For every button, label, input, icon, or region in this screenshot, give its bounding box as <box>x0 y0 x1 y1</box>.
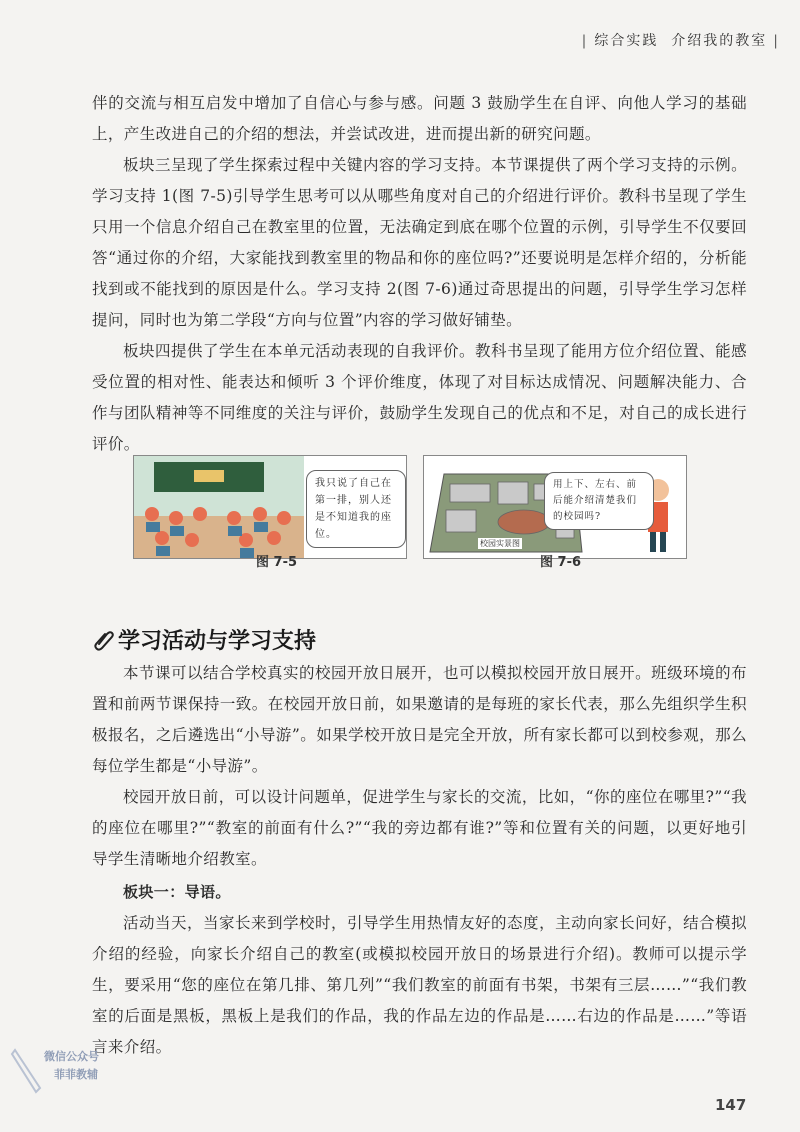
watermark <box>10 1040 150 1130</box>
figure-7-6-campus <box>423 455 687 559</box>
figure-7-5-classroom <box>133 455 407 559</box>
paragraph: 校园开放日前，可以设计问题单，促进学生与家长的交流，比如，“你的座位在哪里?”“我的座位在哪里?”“教室的前面有什么?”“我的旁边都有谁?”等和位置有关的问题，以更好地引导学生清晰地介绍教室。 <box>92 788 747 868</box>
page-number: 147 <box>715 1096 747 1114</box>
paragraph: 板块三呈现了学生探索过程中关键内容的学习支持。本节课提供了两个学习支持的示例。学习支持 1(图 7-5)引导学生思考可以从哪些角度对自己的介绍进行评价。教科书呈现了学生只用一个信息介绍自己在教室里的位置，无法确定到底在哪个位置的示例，引导学生不仅要回答“通过你的介绍，大家能找到教室里的物品和你的座位吗?”还要说明是怎样介绍的，分析能找到或不能找到的原因是什么。学习支持 2(图 7-6)通过奇思提出的问题，引导学生学习怎样提问，同时也为第二学段“方向与位置”内容的学习做好铺垫。 <box>92 156 747 329</box>
watermark-line: 菲菲教辅 <box>54 1068 98 1081</box>
paperclip-icon <box>92 628 116 658</box>
section-evaluation <box>92 88 747 460</box>
header-divider: | <box>773 33 780 49</box>
section-activities <box>92 658 747 875</box>
watermark-line: 微信公众号 <box>44 1050 99 1063</box>
header-lesson: 介绍我的教室 <box>671 33 768 49</box>
header-divider: | <box>581 33 589 49</box>
section-heading <box>92 624 316 658</box>
map-label: 校园实景图 <box>480 539 520 548</box>
block-title: 板块一：导语。 <box>123 883 231 901</box>
figure-caption: 图 7-5 <box>256 555 298 570</box>
block-title-line <box>92 877 747 908</box>
paragraph: 伴的交流与相互启发中增加了自信心与参与感。问题 3 鼓励学生在自评、向他人学习的基础上，产生改进自己的介绍的想法，并尝试改进，进而提出新的研究问题。 <box>92 94 747 143</box>
paragraph: 本节课可以结合学校真实的校园开放日展开，也可以模拟校园开放日展开。班级环境的布置和前两节课保持一致。在校园开放日前，如果邀请的是每班的家长代表，那么先组织学生积极报名，之后遴选出“小导游”。如果学校开放日是完全开放，所有家长都可以到校参观，那么每位学生都是“小导游”。 <box>92 664 747 775</box>
figure-row <box>133 455 678 565</box>
paragraph: 活动当天，当家长来到学校时，引导学生用热情友好的态度，主动向家长问好，结合模拟介绍的经验，向家长介绍自己的教室(或模拟校园开放日的场景进行介绍)。教师可以提示学生，要采用“您的座位在第几排、第几列”“我们教室的前面有书架，书架有三层……”“我们教室的后面是黑板，黑板上是我们的作品，我的作品左边的作品是……右边的作品是……”等语言来介绍。 <box>92 914 747 1056</box>
figure-caption: 图 7-6 <box>540 555 582 570</box>
section-block-one <box>92 877 747 1063</box>
paragraph: 板块四提供了学生在本单元活动表现的自我评价。教科书呈现了能用方位介绍位置、能感受位置的相对性、能表达和倾听 3 个评价维度，体现了对目标达成情况、问题解决能力、合作与团队精神等不同维度的关注与评价，鼓励学生发现自己的优点和不足，对自己的成长进行评价。 <box>92 342 747 453</box>
running-header <box>576 30 786 50</box>
speech-bubble: 我只说了自己在第一排，别人还是不知道我的座位。 <box>306 470 406 548</box>
section-heading-text: 学习活动与学习支持 <box>118 629 317 654</box>
header-chapter: 综合实践 <box>594 33 659 49</box>
speech-bubble: 用上下、左右、前后能介绍清楚我们的校园吗? <box>544 472 654 530</box>
